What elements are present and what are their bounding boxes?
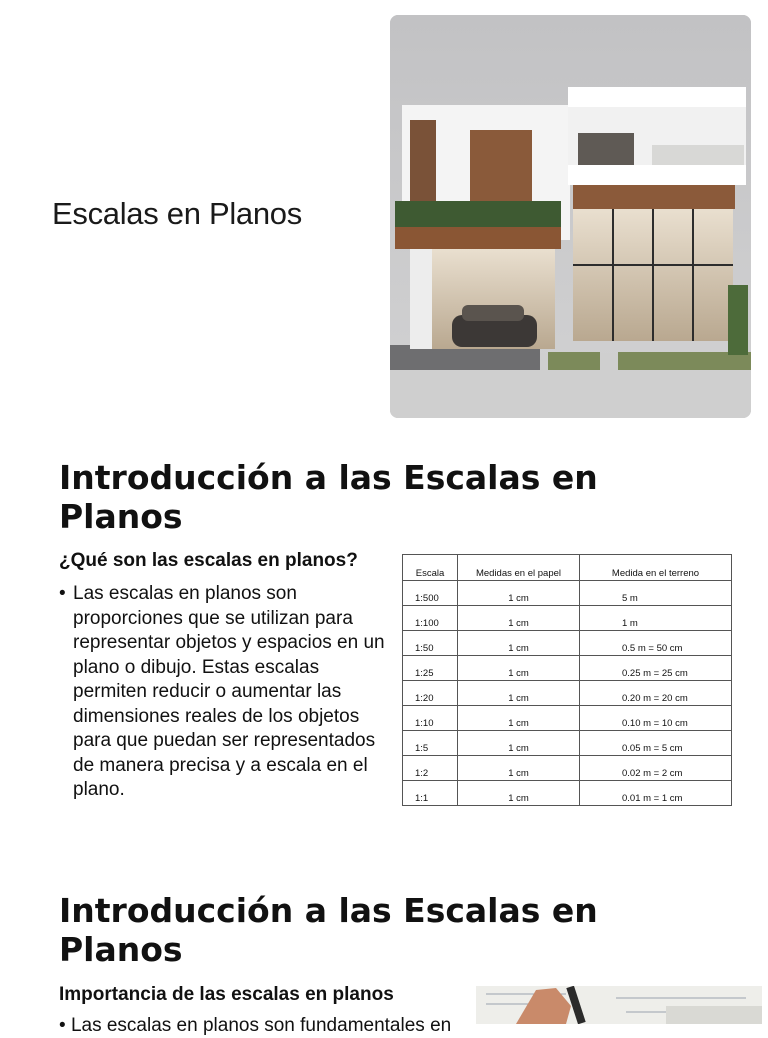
- table-cell: 1:10: [403, 706, 458, 731]
- table-row: [403, 731, 732, 756]
- table-header-row: [403, 555, 732, 581]
- table-cell: 0.02 m = 2 cm: [580, 756, 732, 781]
- table-cell: 1 cm: [458, 756, 580, 781]
- table-row: [403, 656, 732, 681]
- section-heading: Introducción a las Escalas en Planos: [59, 458, 598, 536]
- table-cell: 1:25: [403, 656, 458, 681]
- bullet-text: Las escalas en planos son proporciones que se utilizan para representar objetos y espacios en un plano o dibujo. Estas escalas permiten reducir o aumentar las dimensiones reales de los objetos para que puedan ser representados de manera precisa y a escala en el plano.: [73, 583, 385, 800]
- table-cell: 5 m: [580, 581, 732, 606]
- table-cell: 1:20: [403, 681, 458, 706]
- drafting-photo: [476, 986, 762, 1024]
- section-subheading: Importancia de las escalas en planos: [59, 984, 394, 1005]
- table-cell: 1 cm: [458, 731, 580, 756]
- table-header-cell: Escala: [403, 555, 458, 581]
- table-cell: 1 cm: [458, 706, 580, 731]
- bullet-item: [59, 582, 389, 803]
- table-cell: 1 cm: [458, 606, 580, 631]
- section-heading: Introducción a las Escalas en Planos: [59, 891, 598, 969]
- table-row: [403, 706, 732, 731]
- section-subheading: ¿Qué son las escalas en planos?: [59, 550, 358, 571]
- table-cell: 1:5: [403, 731, 458, 756]
- table-cell: 1 cm: [458, 631, 580, 656]
- table-cell: 0.5 m = 50 cm: [580, 631, 732, 656]
- table-cell: 1 cm: [458, 681, 580, 706]
- table-row: [403, 681, 732, 706]
- table-cell: 0.10 m = 10 cm: [580, 706, 732, 731]
- table-cell: 1 cm: [458, 656, 580, 681]
- table-row: [403, 756, 732, 781]
- table-cell: 0.05 m = 5 cm: [580, 731, 732, 756]
- table-cell: 1:100: [403, 606, 458, 631]
- house-photo: [390, 15, 751, 418]
- table-cell: 1:500: [403, 581, 458, 606]
- table-header-cell: Medidas en el papel: [458, 555, 580, 581]
- table-cell: 1 cm: [458, 781, 580, 806]
- bullet-dot: •: [59, 1015, 66, 1036]
- bullet-dot: •: [59, 583, 66, 604]
- table-row: [403, 781, 732, 806]
- table-cell: 0.01 m = 1 cm: [580, 781, 732, 806]
- bullet-text: Las escalas en planos son fundamentales en: [70, 1015, 452, 1036]
- table-cell: 1:1: [403, 781, 458, 806]
- slide-title: Escalas en Planos: [52, 196, 302, 231]
- table-cell: 1:2: [403, 756, 458, 781]
- table-cell: 1:50: [403, 631, 458, 656]
- table-header-cell: Medida en el terreno: [580, 555, 732, 581]
- table-row: [403, 631, 732, 656]
- table-cell: 1 m: [580, 606, 732, 631]
- scale-table: [402, 554, 732, 806]
- table-row: [403, 581, 732, 606]
- table-cell: 0.20 m = 20 cm: [580, 681, 732, 706]
- table-cell: 1 cm: [458, 581, 580, 606]
- table-cell: 0.25 m = 25 cm: [580, 656, 732, 681]
- table-row: [403, 606, 732, 631]
- bullet-item: [59, 1014, 479, 1038]
